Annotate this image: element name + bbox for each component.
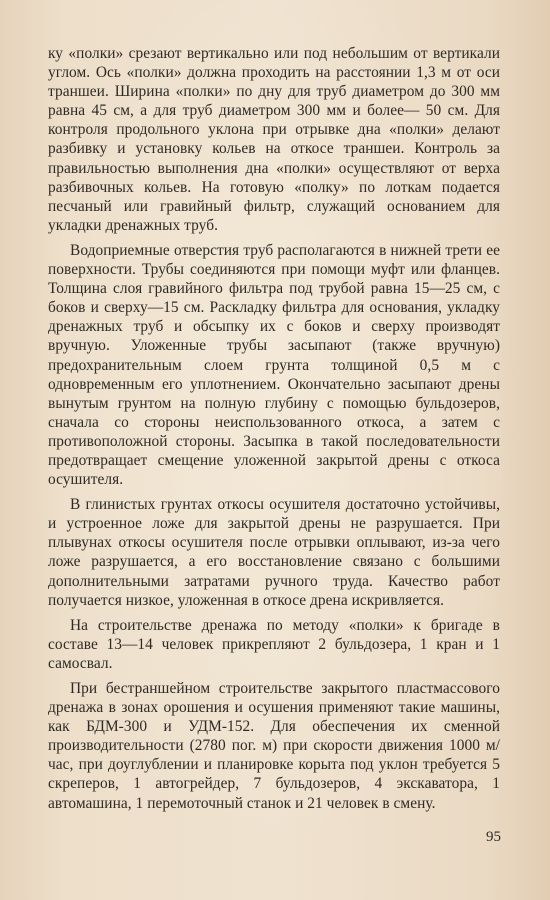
paragraph: При бестраншейном строительстве закрытого пластмассового дренажа в зонах орошения и осушения применяют такие машины, как БДМ-300 и УДМ-152. Для обеспечения их сменной производительности (2780 пог. м) при скорости движения 1000 м/час, при доуглублении и планировке корыта под уклон требуется 5 скреперов, 1 автогрейдер, 7 бульдозеров, 4 экскаватора, 1 автомашина, 1 перемоточный станок и 21 человек в смену.: [48, 680, 500, 812]
body-text: [48, 44, 500, 813]
paragraph: Водоприемные отверстия труб располагаются в нижней трети ее поверхности. Трубы соединяются при помощи муфт или фланцев. Толщина слоя гравийного фильтра под трубой равна 15—25 см, с боков и сверху—15 см. Раскладку фильтра для основания, укладку дренажных труб и обсыпку их с боков и сверху производят вручную. Уложенные трубы засыпают (также вручную) предохранительным слоем грунта толщиной 0,5 м с одновременным его уплотнением. Окончательно засыпают дрены вынутым грунтом на полную глубину с помощью бульдозеров, сначала со стороны неиспользованного откоса, а затем с противоположной стороны. Засыпка в такой последовательности предотвращает смещение уложенной закрытой дрены с откоса осушителя.: [48, 241, 500, 489]
paragraph: ку «полки» срезают вертикально или под небольшим от вертикали углом. Ось «полки» должна проходить на расстоянии 1,3 м от оси траншеи. Ширина «полки» по дну для труб диаметром до 300 мм равна 45 см, а для труб диаметром 300 мм и более— 50 см. Для контроля продольного уклона при отрывке дна «полки» делают разбивку и установку кольев на откосе траншеи. Контроль за правильностью выполнения дна «полки» осуществляют от верха разбивочных кольев. На готовую «полку» по лоткам подается песчаный или гравийный фильтр, служащий основанием для укладки дренажных труб.: [48, 45, 500, 234]
paragraph: На строительстве дренажа по методу «полки» к бригаде в составе 13—14 человек прикрепляют 2 бульдозера, 1 кран и 1 самосвал.: [48, 616, 500, 672]
paragraph: В глинистых грунтах откосы осушителя достаточно устойчивы, и устроенное ложе для закрытой дрены не разрушается. При плывунах откосы осушителя после отрывки оплывают, из-за чего ложе разрушается, а его восстановление связано с большими дополнительными затратами ручного труда. Качество работ получается низкое, уложенная в откосе дрена искривляется.: [48, 496, 500, 609]
page-number: 95: [486, 829, 501, 845]
